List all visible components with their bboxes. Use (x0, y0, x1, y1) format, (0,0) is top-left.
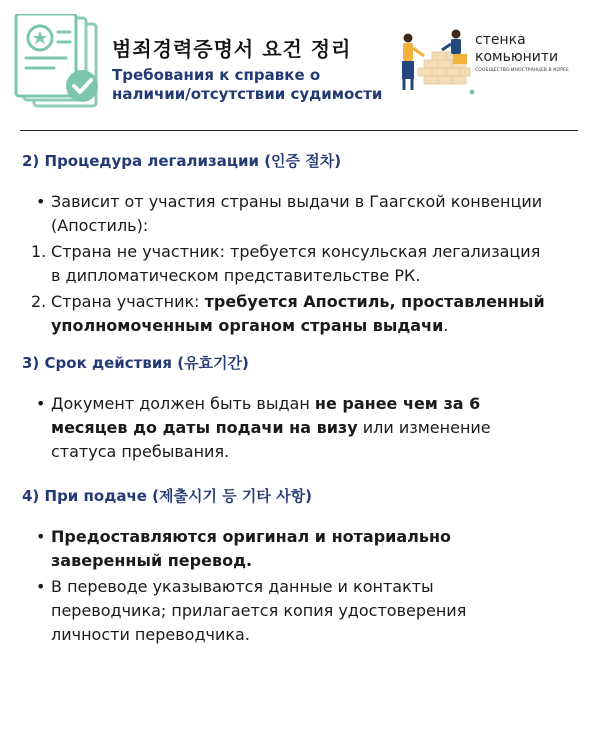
validity-line1-plain: Документ должен быть выдан (51, 394, 315, 413)
legalization-item1-line1: Страна не участник: требуется консульская легализация (51, 242, 541, 261)
validity-line2 (51, 416, 491, 440)
title-russian-line1: Требования к справке о (112, 66, 321, 84)
legalization-item2-bold1: требуется Апостиль, проставленный (204, 292, 545, 311)
title-korean: 범죄경력증명서 요건 정리 (112, 37, 352, 61)
legalization-item2-bold2: уполномоченным органом страны выдачи (51, 316, 444, 335)
brand-subtitle: СООБЩЕСТВО ИНОСТРАНЦЕВ В КОРЕЕ (475, 68, 569, 73)
submission-bullet1-bold2: заверенный перевод. (51, 551, 253, 570)
validity-line1-bold: не ранее чем за 6 (314, 394, 481, 413)
bullet-dot: • (36, 394, 46, 413)
submission-bullet2-line2: переводчика; прилагается копия удостоверения (51, 601, 467, 620)
legalization-intro-line2: (Апостиль): (51, 216, 149, 235)
document-certificate-icon (14, 14, 102, 114)
bullet-dot: • (36, 527, 46, 546)
brand-name-line2: комьюнити (475, 49, 559, 65)
title-russian (112, 66, 402, 104)
list-marker-2: 2. (31, 292, 47, 311)
submission-bullet2-line1: В переводе указываются данные и контакты (51, 577, 434, 596)
legalization-item2-line2 (51, 314, 448, 338)
submission-bullet1-line2 (51, 549, 252, 573)
submission-bullet1-bold1: Предоставляются оригинал и нотариально (51, 527, 452, 546)
legalization-item2-line1 (51, 290, 545, 314)
section-heading-validity: 3) Срок действия (유효기간) (22, 354, 249, 372)
legalization-item2-plain: Страна участник: (51, 292, 205, 311)
validity-line1 (51, 392, 480, 416)
bullet-dot: • (36, 192, 46, 211)
validity-line3: статуса пребывания. (51, 442, 230, 461)
header-divider (20, 130, 578, 131)
legalization-item2-end: . (443, 316, 449, 335)
validity-line2-bold: месяцев до даты подачи на визу (51, 418, 358, 437)
submission-bullet2-line3: личности переводчика. (51, 625, 250, 644)
workers-building-wall-icon (396, 26, 476, 96)
brand-name-line1: стенка (475, 32, 526, 48)
submission-bullet1-line1 (51, 525, 451, 549)
brand-logo (475, 32, 569, 73)
validity-line2-plain: или изменение (357, 418, 491, 437)
section-heading-legalization: 2) Процедура легализации (인증 절차) (22, 152, 342, 170)
section-heading-submission: 4) При подаче (제출시기 등 기타 사항) (22, 487, 312, 505)
bullet-dot: • (36, 577, 46, 596)
list-marker-1: 1. (31, 242, 47, 261)
header (0, 0, 600, 125)
legalization-item1-line2: в дипломатическом представительстве РК. (51, 266, 421, 285)
title-russian-line2: наличии/отсутствии судимости (112, 85, 383, 103)
legalization-intro-line1: Зависит от участия страны выдачи в Гаагской конвенции (51, 192, 543, 211)
